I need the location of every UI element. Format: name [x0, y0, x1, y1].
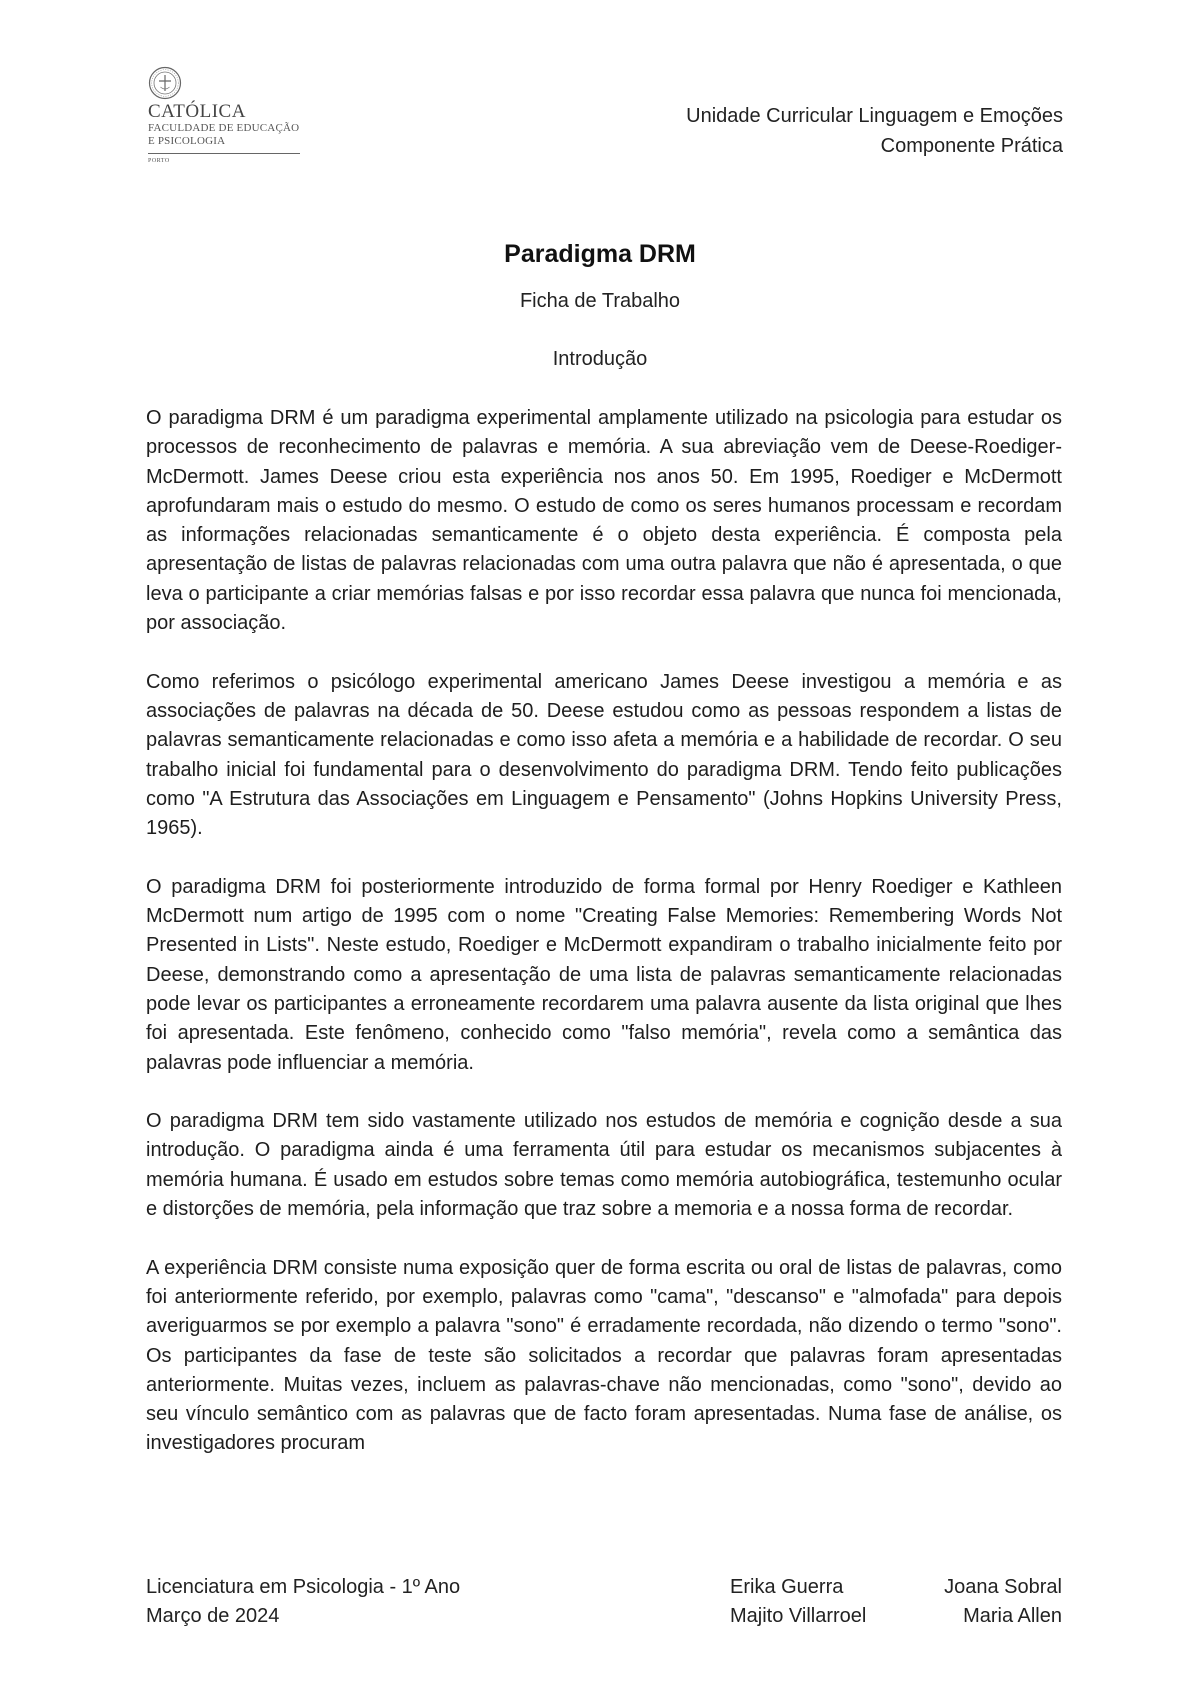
document-body	[146, 404, 1062, 1488]
footer-authors	[730, 1573, 1062, 1631]
logo-divider	[148, 153, 300, 154]
paragraph: O paradigma DRM é um paradigma experimental amplamente utilizado na psicologia para estudar os processos de reconhecimento de palavras e memória. A sua abreviação vem de Deese-Roediger-McDermott. James Deese criou esta experiência nos anos 50. Em 1995, Roediger e McDermott aprofundaram mais o estudo do mesmo. O estudo de como os seres humanos processam e recordam as informações relacionadas semanticamente é o objeto desta experiência. É composta pela apresentação de listas de palavras relacionadas com uma outra palavra que não é apresentada, o que leva o participante a criar memórias falsas e por isso recordar essa palavra que nunca foi mencionada, por associação.	[146, 407, 1062, 635]
program-name: Licenciatura em Psicologia - 1º Ano	[146, 1576, 461, 1598]
course-name: Unidade Curricular Linguagem e Emoções	[686, 105, 1063, 127]
university-logo	[148, 66, 303, 164]
author-name: Majito Villarroel	[730, 1605, 867, 1627]
author-name: Maria Allen	[963, 1605, 1062, 1627]
logo-name: CATÓLICA	[148, 101, 246, 122]
paragraph: Como referimos o psicólogo experimental americano James Deese investigou a memória e as associações de palavras na década de 50. Deese estudou como as pessoas respondem a listas de palavras semanticamente relacionadas e como isso afeta a memória e a habilidade de recordar. O seu trabalho inicial foi fundamental para o desenvolvimento do paradigma DRM. Tendo feito publicações como "A Estrutura das Associações em Linguagem e Pensamento" (Johns Hopkins University Press, 1965).	[146, 670, 1062, 840]
logo-subtitle-line1: FACULDADE DE EDUCAÇÃO	[148, 122, 300, 134]
author-row	[730, 1573, 1062, 1602]
paragraph: O paradigma DRM foi posteriormente introduzido de forma formal por Henry Roediger e Kathleen McDermott num artigo de 1995 com o nome "Creating False Memories: Remembering Words Not Presented in Lists". Neste estudo, Roediger e McDermott expandiram o trabalho inicialmente feito por Deese, demonstrando como a apresentação de uma lista de palavras semanticamente relacionadas pode levar os participantes a erroneamente recordarem uma palavra ausente da lista original que lhes foi apresentada. Este fenômeno, conhecido como "falso memória", revela como a semântica das palavras pode influenciar a memória.	[146, 875, 1062, 1074]
logo-subtitle-line2: E PSICOLOGIA	[148, 135, 226, 147]
paragraph: A experiência DRM consiste numa exposição quer de forma escrita ou oral de listas de palavras, como foi anteriormente referido, por exemplo, palavras como "cama", "descanso" e "almofada" para depois averiguarmos se por exemplo a palavra "sono" é erradamente recordada, não dizendo o termo "sono". Os participantes da fase de teste são solicitados a recordar que palavras foram apresentadas anteriormente. Muitas vezes, incluem as palavras-chave não mencionadas, como "sono", devido ao seu vínculo semântico com as palavras que de facto foram apresentadas. Numa fase de análise, os investigadores procuram	[146, 1256, 1062, 1455]
author-row	[730, 1602, 1062, 1631]
author-name: Erika Guerra	[730, 1576, 844, 1598]
document-subtitle: Ficha de Trabalho	[519, 290, 681, 312]
section-heading: Introdução	[552, 348, 648, 370]
page-header	[686, 101, 1063, 161]
course-component: Componente Prática	[880, 135, 1063, 157]
document-date: Março de 2024	[146, 1605, 280, 1627]
logo-city: PORTO	[148, 158, 170, 164]
paragraph: O paradigma DRM tem sido vastamente utilizado nos estudos de memória e cognição desde a sua introdução. O paradigma ainda é uma ferramenta útil para estudar os mecanismos subjacentes à memória humana. É usado em estudos sobre temas como memória autobiográfica, testemunho ocular e distorções de memória, pela informação que traz sobre a memoria e a nossa forma de recordar.	[146, 1110, 1062, 1221]
footer-program-info	[146, 1573, 460, 1631]
document-title: Paradigma DRM	[504, 240, 696, 268]
university-seal-icon	[148, 66, 182, 100]
author-name: Joana Sobral	[944, 1576, 1062, 1598]
